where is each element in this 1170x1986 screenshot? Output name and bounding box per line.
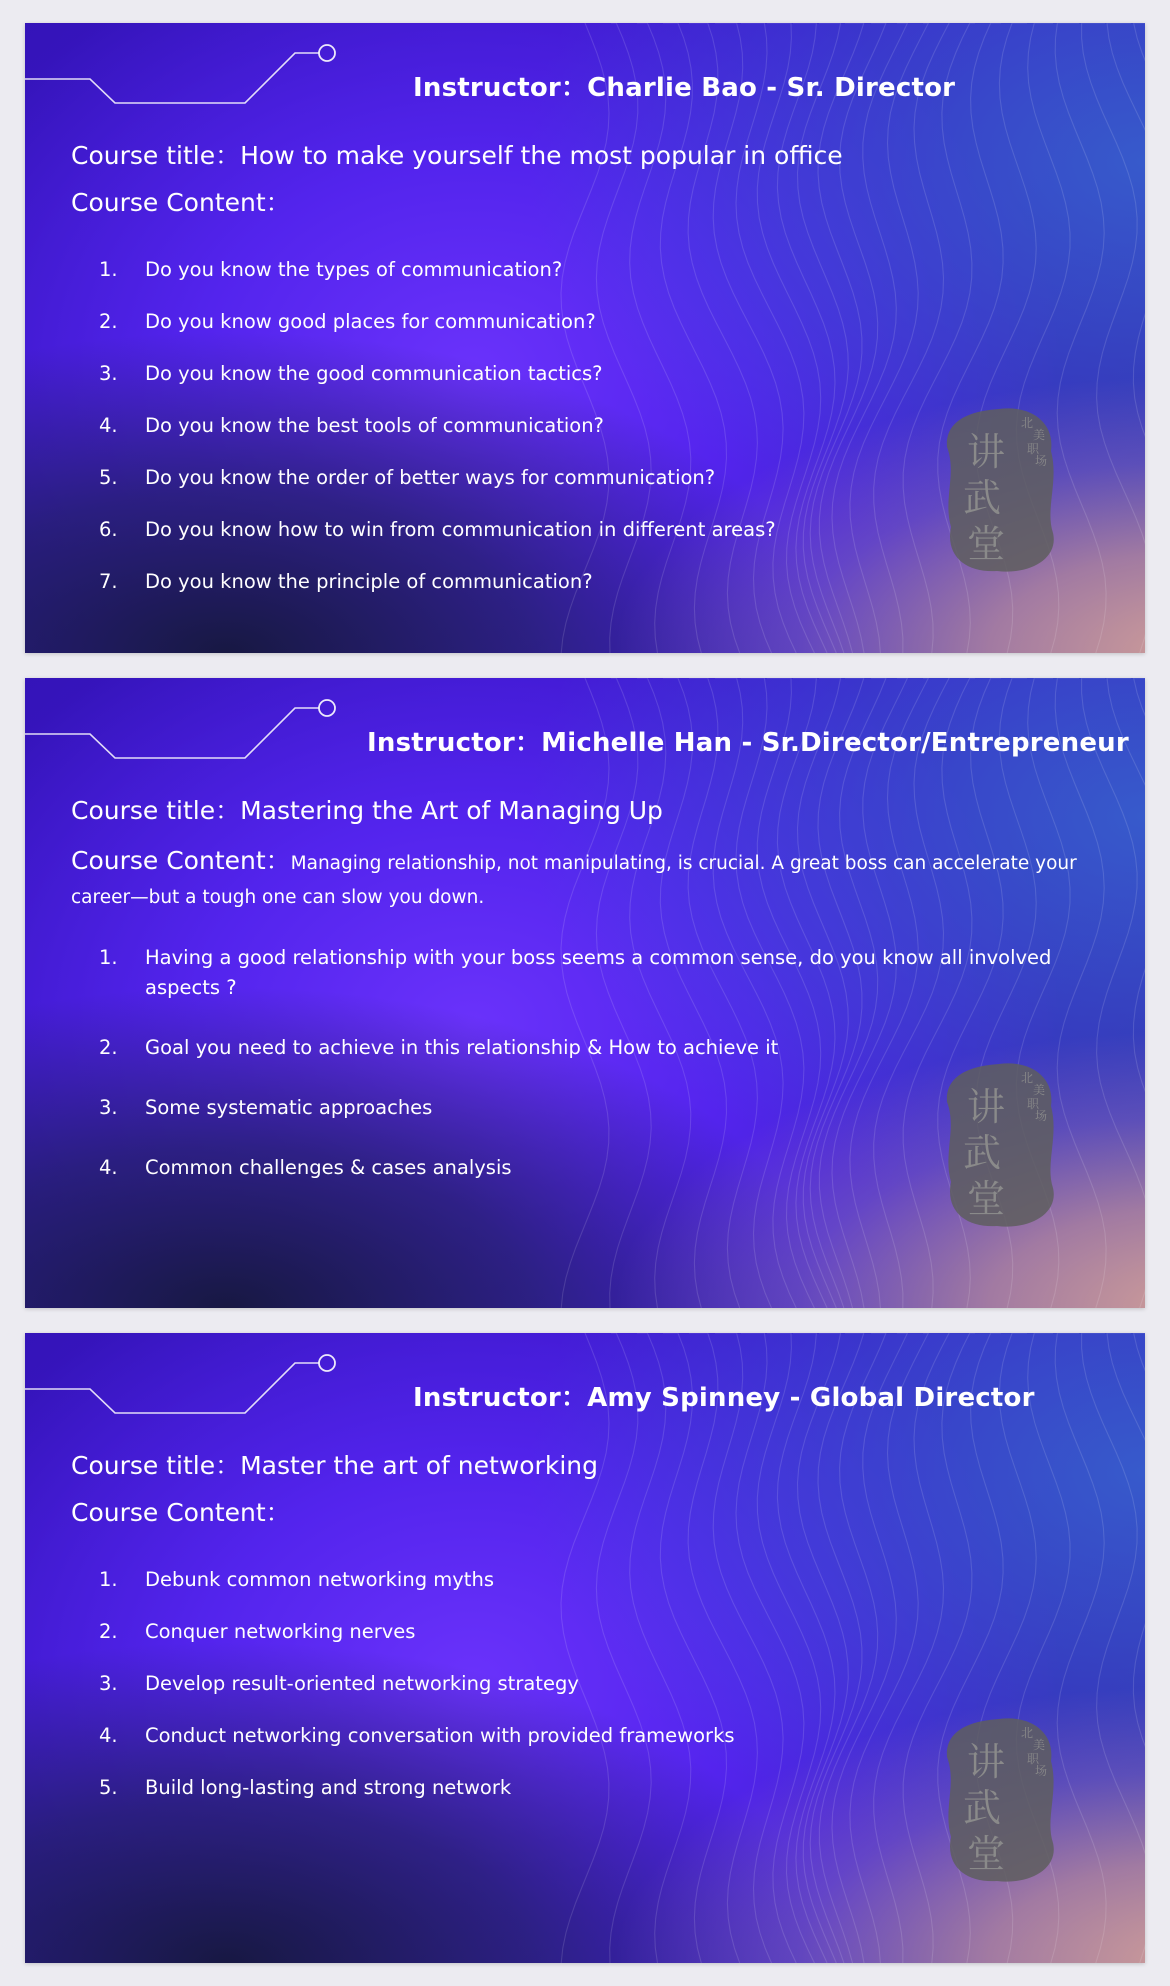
svg-text:讲: 讲 — [967, 430, 1006, 474]
seal-stamp-logo — [937, 1058, 1067, 1233]
course-content-block — [71, 1496, 1101, 1533]
seal-stamp-logo — [937, 403, 1067, 578]
instructor-heading: Instructor：Michelle Han - Sr.Director/Entrepreneur — [367, 728, 1129, 758]
list-number: 3. — [99, 1096, 118, 1119]
course-content-list — [71, 943, 1071, 1183]
list-item-text: Goal you need to achieve in this relationship & How to achieve it — [145, 1036, 779, 1059]
list-item-text: Common challenges & cases analysis — [145, 1156, 512, 1179]
list-number: 6. — [99, 518, 118, 541]
svg-text:场: 场 — [1035, 1109, 1048, 1123]
course-title: Course title：How to make yourself the most popular in office — [71, 141, 843, 170]
list-item-text: Do you know the order of better ways for communication? — [145, 466, 716, 489]
list-item — [71, 1617, 1071, 1647]
course-content-list — [71, 1565, 1071, 1803]
instructor-heading: Instructor：Charlie Bao - Sr. Director — [413, 73, 956, 103]
course-content-label: Course Content： — [71, 846, 291, 875]
svg-text:堂: 堂 — [967, 1177, 1006, 1221]
svg-text:美: 美 — [1033, 428, 1046, 442]
list-number: 4. — [99, 1156, 118, 1179]
list-item — [71, 1093, 1071, 1123]
list-number: 3. — [99, 362, 118, 385]
svg-text:武: 武 — [963, 476, 1002, 520]
list-item-text: Do you know the principle of communication? — [145, 570, 593, 593]
course-content-label: Course Content： — [71, 188, 291, 217]
list-item-text: Build long-lasting and strong network — [145, 1776, 512, 1799]
list-item — [71, 255, 1071, 285]
list-number: 1. — [99, 946, 118, 969]
list-item-text: Having a good relationship with your boss seems a common sense, do you know all involved aspects ? — [145, 946, 1052, 999]
course-content-description: Managing relationship, not manipulating, is crucial. A great boss can accelerate your career—but a tough one can slow you down. — [71, 853, 1077, 908]
course-title: Course title：Master the art of networking — [71, 1451, 598, 1480]
course-content-label: Course Content： — [71, 1498, 291, 1527]
course-content-block — [71, 186, 1101, 223]
svg-text:武: 武 — [963, 1786, 1002, 1830]
svg-text:讲: 讲 — [967, 1085, 1006, 1129]
svg-text:美: 美 — [1033, 1738, 1046, 1752]
svg-text:北: 北 — [1021, 416, 1034, 430]
svg-text:场: 场 — [1035, 454, 1048, 468]
list-item-text: Conquer networking nerves — [145, 1620, 416, 1643]
list-item — [71, 1033, 1071, 1063]
list-item-text: Develop result-oriented networking strategy — [145, 1672, 579, 1695]
svg-text:堂: 堂 — [967, 522, 1006, 566]
svg-text:北: 北 — [1021, 1071, 1034, 1085]
list-item-text: Do you know how to win from communication in different areas? — [145, 518, 776, 541]
list-number: 2. — [99, 310, 118, 333]
svg-text:北: 北 — [1021, 1726, 1034, 1740]
list-number: 2. — [99, 1036, 118, 1059]
list-number: 7. — [99, 570, 118, 593]
list-number: 2. — [99, 1620, 118, 1643]
svg-text:场: 场 — [1035, 1764, 1048, 1778]
list-item — [71, 359, 1071, 389]
list-number: 4. — [99, 1724, 118, 1747]
list-item — [71, 307, 1071, 337]
list-item — [71, 1669, 1071, 1699]
instructor-heading: Instructor：Amy Spinney - Global Director — [413, 1383, 1035, 1413]
list-item-text: Do you know the good communication tactics? — [145, 362, 603, 385]
list-number: 5. — [99, 1776, 118, 1799]
svg-text:职: 职 — [1027, 1752, 1040, 1766]
svg-text:职: 职 — [1027, 442, 1040, 456]
list-item-text: Do you know the types of communication? — [145, 258, 563, 281]
list-item-text: Debunk common networking myths — [145, 1568, 494, 1591]
seal-stamp-logo — [937, 1713, 1067, 1888]
course-slide-3 — [25, 1333, 1145, 1963]
list-item — [71, 1773, 1071, 1803]
list-item — [71, 515, 1071, 545]
list-number: 3. — [99, 1672, 118, 1695]
list-item — [71, 1721, 1071, 1751]
list-number: 5. — [99, 466, 118, 489]
list-item-text: Do you know good places for communication? — [145, 310, 596, 333]
course-content-block — [71, 844, 1101, 915]
list-number: 1. — [99, 1568, 118, 1591]
svg-text:职: 职 — [1027, 1097, 1040, 1111]
svg-text:美: 美 — [1033, 1083, 1046, 1097]
course-slide-1 — [25, 23, 1145, 653]
svg-text:堂: 堂 — [967, 1832, 1006, 1876]
list-number: 1. — [99, 258, 118, 281]
svg-text:讲: 讲 — [967, 1740, 1006, 1784]
list-item — [71, 411, 1071, 441]
list-item-text: Do you know the best tools of communication? — [145, 414, 604, 437]
list-item — [71, 567, 1071, 597]
course-title: Course title：Mastering the Art of Managing Up — [71, 796, 663, 825]
course-slide-2 — [25, 678, 1145, 1308]
list-item — [71, 1565, 1071, 1595]
list-item-text: Some systematic approaches — [145, 1096, 433, 1119]
course-content-list — [71, 255, 1071, 597]
list-item — [71, 1153, 1071, 1183]
list-item — [71, 463, 1071, 493]
list-item-text: Conduct networking conversation with provided frameworks — [145, 1724, 735, 1747]
svg-text:武: 武 — [963, 1131, 1002, 1175]
list-number: 4. — [99, 414, 118, 437]
list-item — [71, 943, 1071, 1003]
